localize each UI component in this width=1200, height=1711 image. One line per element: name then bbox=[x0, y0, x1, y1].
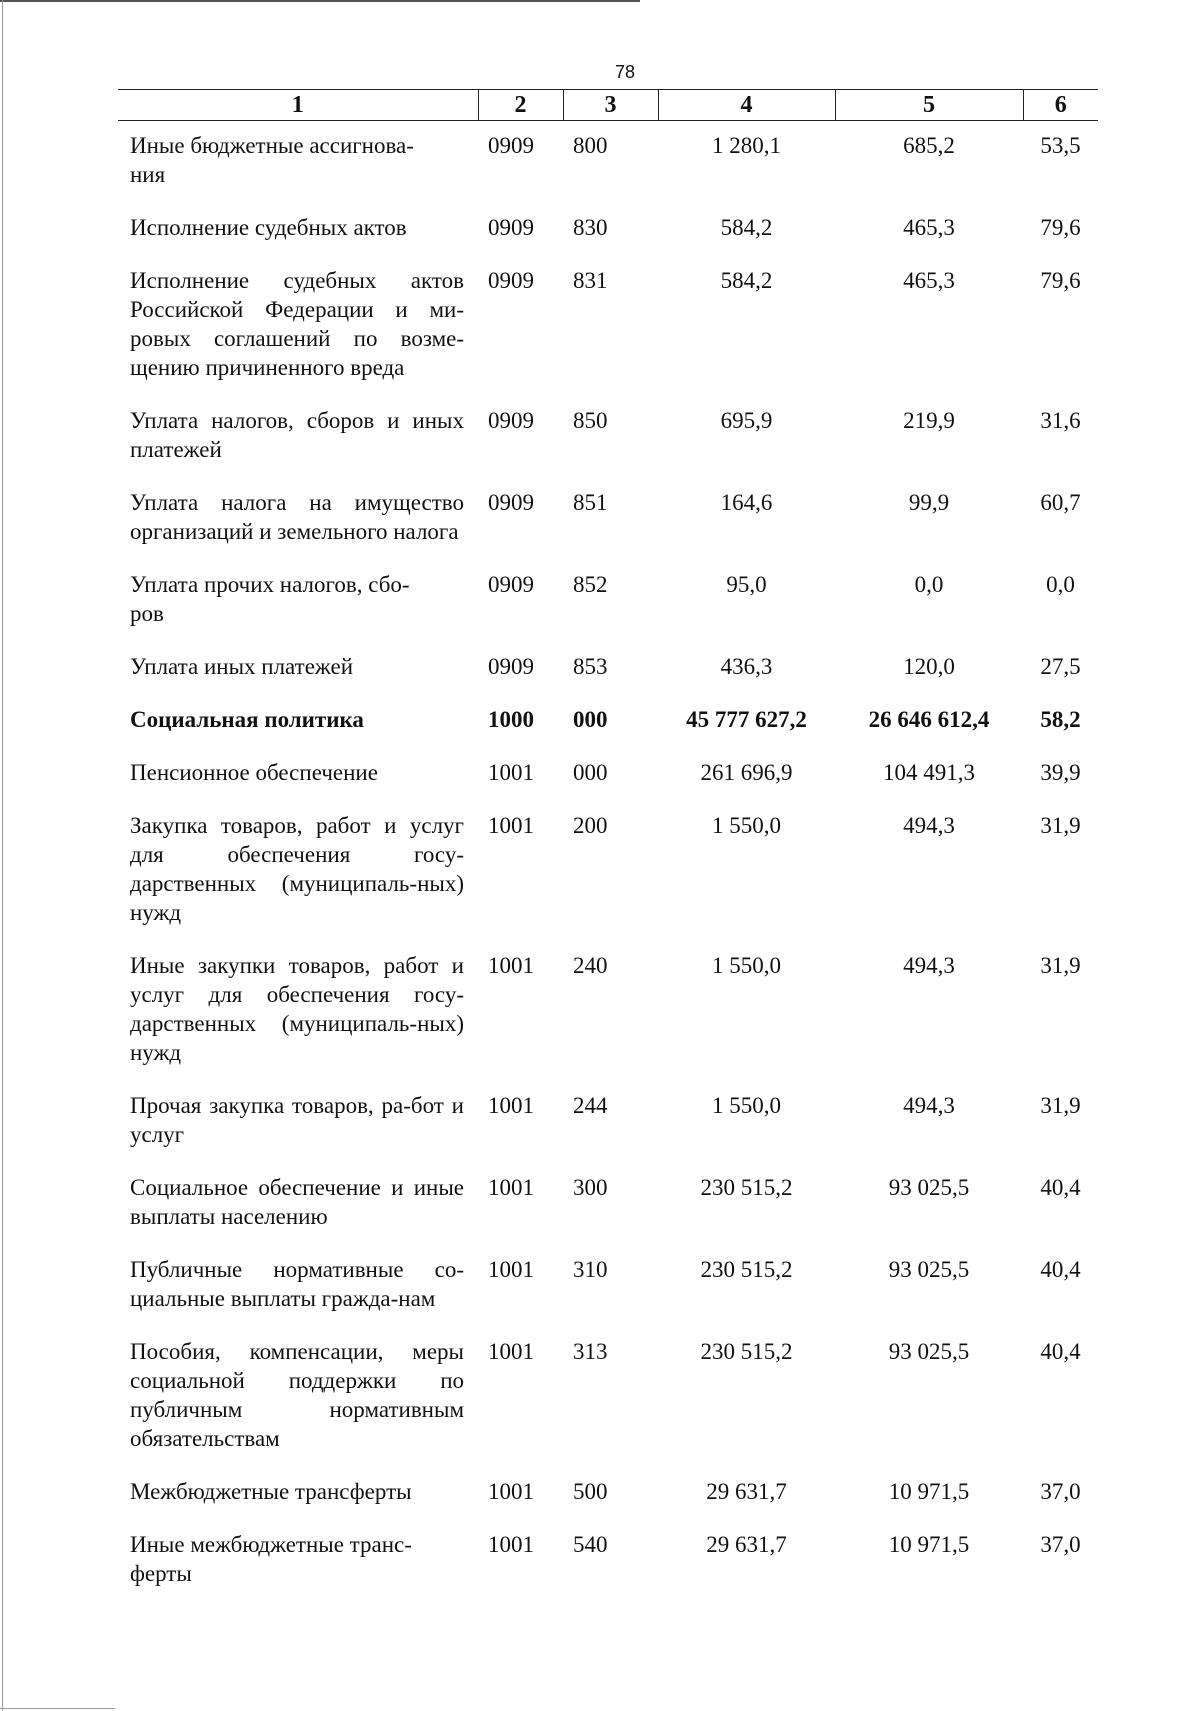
table-row bbox=[118, 203, 1098, 256]
header-row bbox=[118, 90, 1098, 121]
row-expense-code: 300 bbox=[573, 1175, 608, 1200]
row-planned-amount: 29 631,7 bbox=[706, 1479, 787, 1504]
row-name: Публичные нормативные со-циальные выплаты гражда-нам bbox=[130, 1257, 464, 1311]
row-section-code: 1001 bbox=[488, 1339, 534, 1364]
row-percent: 37,0 bbox=[1040, 1479, 1081, 1504]
row-expense-code: 831 bbox=[573, 268, 608, 293]
row-section-code: 1001 bbox=[488, 1532, 534, 1557]
row-name: Прочая закупка товаров, ра-бот и услуг bbox=[130, 1093, 464, 1147]
row-expense-code: 240 bbox=[573, 953, 608, 978]
row-expense-code: 852 bbox=[573, 572, 608, 597]
row-expense-code: 313 bbox=[573, 1339, 608, 1364]
table-row bbox=[118, 396, 1098, 478]
row-section-code: 1001 bbox=[488, 953, 534, 978]
row-section-code: 0909 bbox=[488, 408, 534, 433]
row-expense-code: 500 bbox=[573, 1479, 608, 1504]
table-row bbox=[118, 256, 1098, 396]
row-name: Исполнение судебных актов Российской Федерации и ми-ровых соглашений по возме-щению причиненного вреда bbox=[130, 268, 464, 380]
row-name: Иные закупки товаров, работ и услуг для обеспечения госу-дарственных (муниципаль-ных) нужд bbox=[130, 953, 464, 1065]
column-header-4: 4 bbox=[658, 90, 835, 121]
table-row bbox=[118, 1520, 1098, 1602]
row-percent: 58,2 bbox=[1040, 707, 1081, 732]
row-section-code: 0909 bbox=[488, 268, 534, 293]
row-actual-amount: 685,2 bbox=[903, 133, 955, 158]
row-name: Социальное обеспечение и иные выплаты населению bbox=[130, 1175, 464, 1229]
row-percent: 0,0 bbox=[1046, 572, 1075, 597]
row-name: Уплата иных платежей bbox=[130, 654, 354, 679]
table-body bbox=[118, 121, 1098, 1603]
row-actual-amount: 465,3 bbox=[903, 268, 955, 293]
row-actual-amount: 26 646 612,4 bbox=[868, 707, 990, 732]
row-percent: 37,0 bbox=[1040, 1532, 1081, 1557]
row-percent: 31,9 bbox=[1040, 1093, 1081, 1118]
table-row bbox=[118, 1081, 1098, 1163]
row-percent: 31,9 bbox=[1040, 813, 1081, 838]
scan-edge-bottom bbox=[0, 1708, 115, 1709]
row-actual-amount: 465,3 bbox=[903, 215, 955, 240]
row-actual-amount: 99,9 bbox=[908, 490, 950, 515]
scan-edge-left bbox=[2, 0, 3, 1711]
row-percent: 40,4 bbox=[1040, 1339, 1081, 1364]
row-actual-amount: 0,0 bbox=[914, 572, 944, 597]
row-section-code: 0909 bbox=[488, 215, 534, 240]
table-row bbox=[118, 941, 1098, 1081]
row-expense-code: 850 bbox=[573, 408, 608, 433]
row-actual-amount: 219,9 bbox=[903, 408, 955, 433]
scan-edge-top bbox=[0, 0, 640, 2]
page-number: 78 bbox=[614, 62, 636, 82]
row-percent: 53,5 bbox=[1040, 133, 1081, 158]
row-actual-amount: 494,3 bbox=[903, 953, 955, 978]
table-row bbox=[118, 1163, 1098, 1245]
row-section-code: 1001 bbox=[488, 1093, 534, 1118]
row-actual-amount: 494,3 bbox=[903, 1093, 955, 1118]
table-row bbox=[118, 1467, 1098, 1520]
row-expense-code: 800 bbox=[573, 133, 608, 158]
row-planned-amount: 436,3 bbox=[720, 654, 773, 679]
row-name: Исполнение судебных актов bbox=[130, 215, 407, 240]
table-row bbox=[118, 748, 1098, 801]
row-actual-amount: 120,0 bbox=[903, 654, 955, 679]
row-actual-amount: 494,3 bbox=[903, 813, 955, 838]
row-planned-amount: 695,9 bbox=[720, 408, 773, 433]
row-percent: 39,9 bbox=[1040, 760, 1081, 785]
row-percent: 31,9 bbox=[1040, 953, 1081, 978]
row-actual-amount: 93 025,5 bbox=[888, 1175, 970, 1200]
column-header-1: 1 bbox=[118, 90, 478, 121]
row-actual-amount: 10 971,5 bbox=[888, 1532, 970, 1557]
row-actual-amount: 93 025,5 bbox=[888, 1257, 970, 1282]
table-row bbox=[118, 801, 1098, 941]
row-section-code: 1001 bbox=[488, 1479, 534, 1504]
row-planned-amount: 230 515,2 bbox=[700, 1175, 793, 1200]
row-name: Пенсионное обеспечение bbox=[130, 760, 378, 785]
row-planned-amount: 261 696,9 bbox=[700, 760, 793, 785]
row-section-code: 1001 bbox=[488, 1175, 534, 1200]
column-header-6: 6 bbox=[1023, 90, 1098, 121]
row-name: Межбюджетные трансферты bbox=[130, 1479, 412, 1504]
row-percent: 31,6 bbox=[1040, 408, 1081, 433]
column-header-3: 3 bbox=[563, 90, 658, 121]
table-row bbox=[118, 560, 1098, 642]
row-percent: 40,4 bbox=[1040, 1175, 1081, 1200]
row-section-code: 0909 bbox=[488, 133, 534, 158]
row-percent: 60,7 bbox=[1040, 490, 1081, 515]
row-name: Закупка товаров, работ и услуг для обеспечения госу-дарственных (муниципаль-ных) нужд bbox=[130, 813, 464, 925]
row-section-code: 0909 bbox=[488, 572, 534, 597]
row-expense-code: 310 bbox=[573, 1257, 608, 1282]
row-expense-code: 830 bbox=[573, 215, 608, 240]
row-section-code: 1001 bbox=[488, 813, 534, 838]
row-name: Уплата налога на имущество организаций и земельного налога bbox=[130, 490, 464, 544]
row-planned-amount: 95,0 bbox=[726, 572, 767, 597]
row-name: Уплата налогов, сборов и иных платежей bbox=[130, 408, 464, 462]
row-planned-amount: 164,6 bbox=[720, 490, 773, 515]
row-expense-code: 244 bbox=[573, 1093, 608, 1118]
row-section-code: 1000 bbox=[488, 707, 534, 732]
table-row bbox=[118, 695, 1098, 748]
row-name: Уплата прочих налогов, сбо- ров bbox=[130, 572, 410, 626]
row-expense-code: 853 bbox=[573, 654, 608, 679]
row-planned-amount: 29 631,7 bbox=[706, 1532, 787, 1557]
row-actual-amount: 93 025,5 bbox=[888, 1339, 970, 1364]
row-percent: 27,5 bbox=[1040, 654, 1081, 679]
row-planned-amount: 584,2 bbox=[720, 268, 773, 293]
row-planned-amount: 230 515,2 bbox=[700, 1257, 793, 1282]
row-planned-amount: 584,2 bbox=[720, 215, 773, 240]
row-actual-amount: 10 971,5 bbox=[888, 1479, 970, 1504]
column-header-2: 2 bbox=[478, 90, 563, 121]
column-header-5: 5 bbox=[835, 90, 1023, 121]
row-percent: 79,6 bbox=[1040, 268, 1081, 293]
row-expense-code: 540 bbox=[573, 1532, 608, 1557]
row-planned-amount: 1 280,1 bbox=[712, 133, 781, 158]
row-section-code: 1001 bbox=[488, 760, 534, 785]
table-row bbox=[118, 1245, 1098, 1327]
row-expense-code: 851 bbox=[573, 490, 608, 515]
row-expense-code: 000 bbox=[573, 707, 608, 732]
table-row bbox=[118, 642, 1098, 695]
row-name: Социальная политика bbox=[130, 707, 364, 732]
row-name: Иные бюджетные ассигнова- ния bbox=[130, 133, 414, 187]
row-planned-amount: 1 550,0 bbox=[712, 953, 781, 978]
row-section-code: 1001 bbox=[488, 1257, 534, 1282]
row-planned-amount: 45 777 627,2 bbox=[686, 707, 807, 732]
table-row bbox=[118, 121, 1098, 204]
row-name: Иные межбюджетные транс- ферты bbox=[130, 1532, 412, 1586]
budget-table bbox=[118, 89, 1098, 1602]
table-row bbox=[118, 1327, 1098, 1467]
row-expense-code: 200 bbox=[573, 813, 608, 838]
row-planned-amount: 1 550,0 bbox=[712, 1093, 781, 1118]
row-actual-amount: 104 491,3 bbox=[883, 760, 975, 785]
row-percent: 79,6 bbox=[1040, 215, 1081, 240]
row-section-code: 0909 bbox=[488, 490, 534, 515]
row-expense-code: 000 bbox=[573, 760, 608, 785]
table-row bbox=[118, 478, 1098, 560]
row-name: Пособия, компенсации, меры социальной поддержки по публичным нормативным обязательствам bbox=[130, 1339, 464, 1451]
row-percent: 40,4 bbox=[1040, 1257, 1081, 1282]
row-planned-amount: 230 515,2 bbox=[700, 1339, 793, 1364]
row-section-code: 0909 bbox=[488, 654, 534, 679]
row-planned-amount: 1 550,0 bbox=[712, 813, 781, 838]
